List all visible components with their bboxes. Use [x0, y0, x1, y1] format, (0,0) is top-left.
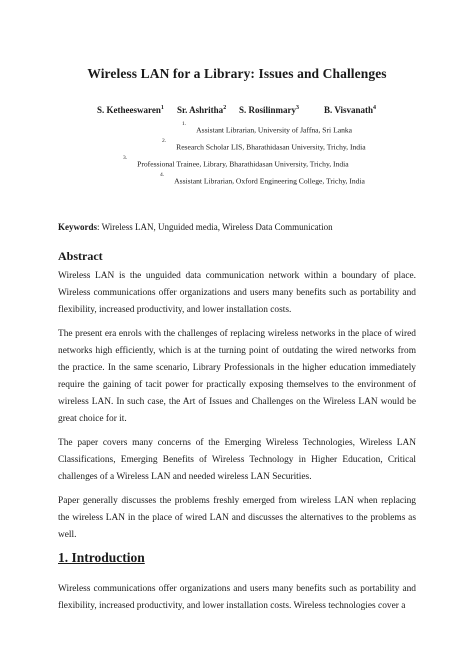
- introduction-paragraph: Wireless communications offer organizations and users many benefits such as portability and flexibility, increased productivity, and lower installation costs. Wireless technologies cover a: [58, 584, 416, 611]
- author-affiliation-mark: 1: [160, 105, 164, 111]
- affiliation-number: 3.: [123, 155, 128, 161]
- author-affiliation-mark: 4: [373, 105, 377, 111]
- author-name: Sr. Ashritha: [177, 105, 224, 115]
- affiliation-2: [162, 138, 366, 152]
- keywords-label: Keywords: [58, 222, 97, 232]
- affiliation-number: 4.: [160, 172, 165, 178]
- introduction-heading: 1. Introduction: [58, 550, 145, 565]
- author-2: [177, 105, 226, 115]
- author-name: B. Visvanath: [324, 105, 374, 115]
- author-name: S. Ketheeswaren: [97, 105, 161, 115]
- author-name: S. Rosilinmary: [239, 105, 297, 115]
- author-affiliation-mark: 3: [296, 105, 300, 111]
- abstract-heading: Abstract: [58, 249, 103, 263]
- paper-title: Wireless LAN for a Library: Issues and Challenges: [87, 66, 387, 81]
- abstract-paragraph-4: Paper generally discusses the problems freshly emerged from wireless LAN when replacing the wireless LAN in the place of wired LAN and discusses the alternatives to the problems as well.: [58, 496, 416, 540]
- author-3: [239, 105, 299, 115]
- affiliation-number: 2.: [162, 138, 167, 144]
- author-4: [324, 105, 376, 115]
- abstract-paragraph-1: Wireless LAN is the unguided data communication network within a boundary of place. Wireless communications offer organizations and users many benefits such as portability and flexibility, increased productivity, and lower installation costs.: [58, 271, 416, 315]
- affiliation-3: [123, 155, 349, 169]
- affiliation-text: Assistant Librarian, University of Jaffna, Sri Lanka: [196, 125, 353, 135]
- author-list: [0, 105, 474, 119]
- abstract-paragraph-3: The paper covers many concerns of the Emerging Wireless Technologies, Wireless LAN Classifications, Emerging Benefits of Wireless Technology in Higher Education, Critical challenges of a Wireless LAN and needed wireless LAN Securities.: [58, 438, 416, 482]
- affiliation-4: [160, 172, 365, 186]
- affiliation-text: Professional Trainee, Library, Bharathidasan University, Trichy, India: [137, 159, 349, 169]
- author-affiliation-mark: 2: [223, 105, 227, 111]
- keywords-text: : Wireless LAN, Unguided media, Wireless Data Communication: [97, 222, 333, 232]
- affiliation-1: [182, 121, 353, 135]
- affiliation-number: 1.: [182, 121, 187, 127]
- author-1: [97, 105, 164, 115]
- affiliation-text: Research Scholar LIS, Bharathidasan University, Trichy, India: [176, 142, 366, 152]
- affiliation-text: Assistant Librarian, Oxford Engineering College, Trichy, India: [174, 176, 365, 186]
- keywords-line: [58, 222, 333, 232]
- abstract-paragraph-2: The present era enrols with the challenges of replacing wireless networks in the place of wired networks high efficiently, which is at the turning point of outdating the wired networks from the practice. In the same scenario, Library Professionals in the higher education immediately require the gaining of tacit power for practically exposing themselves to the environment of wireless LAN. In such case, the Art of Issues and Challenges on the Wireless LAN would be great choice for it.: [58, 329, 416, 424]
